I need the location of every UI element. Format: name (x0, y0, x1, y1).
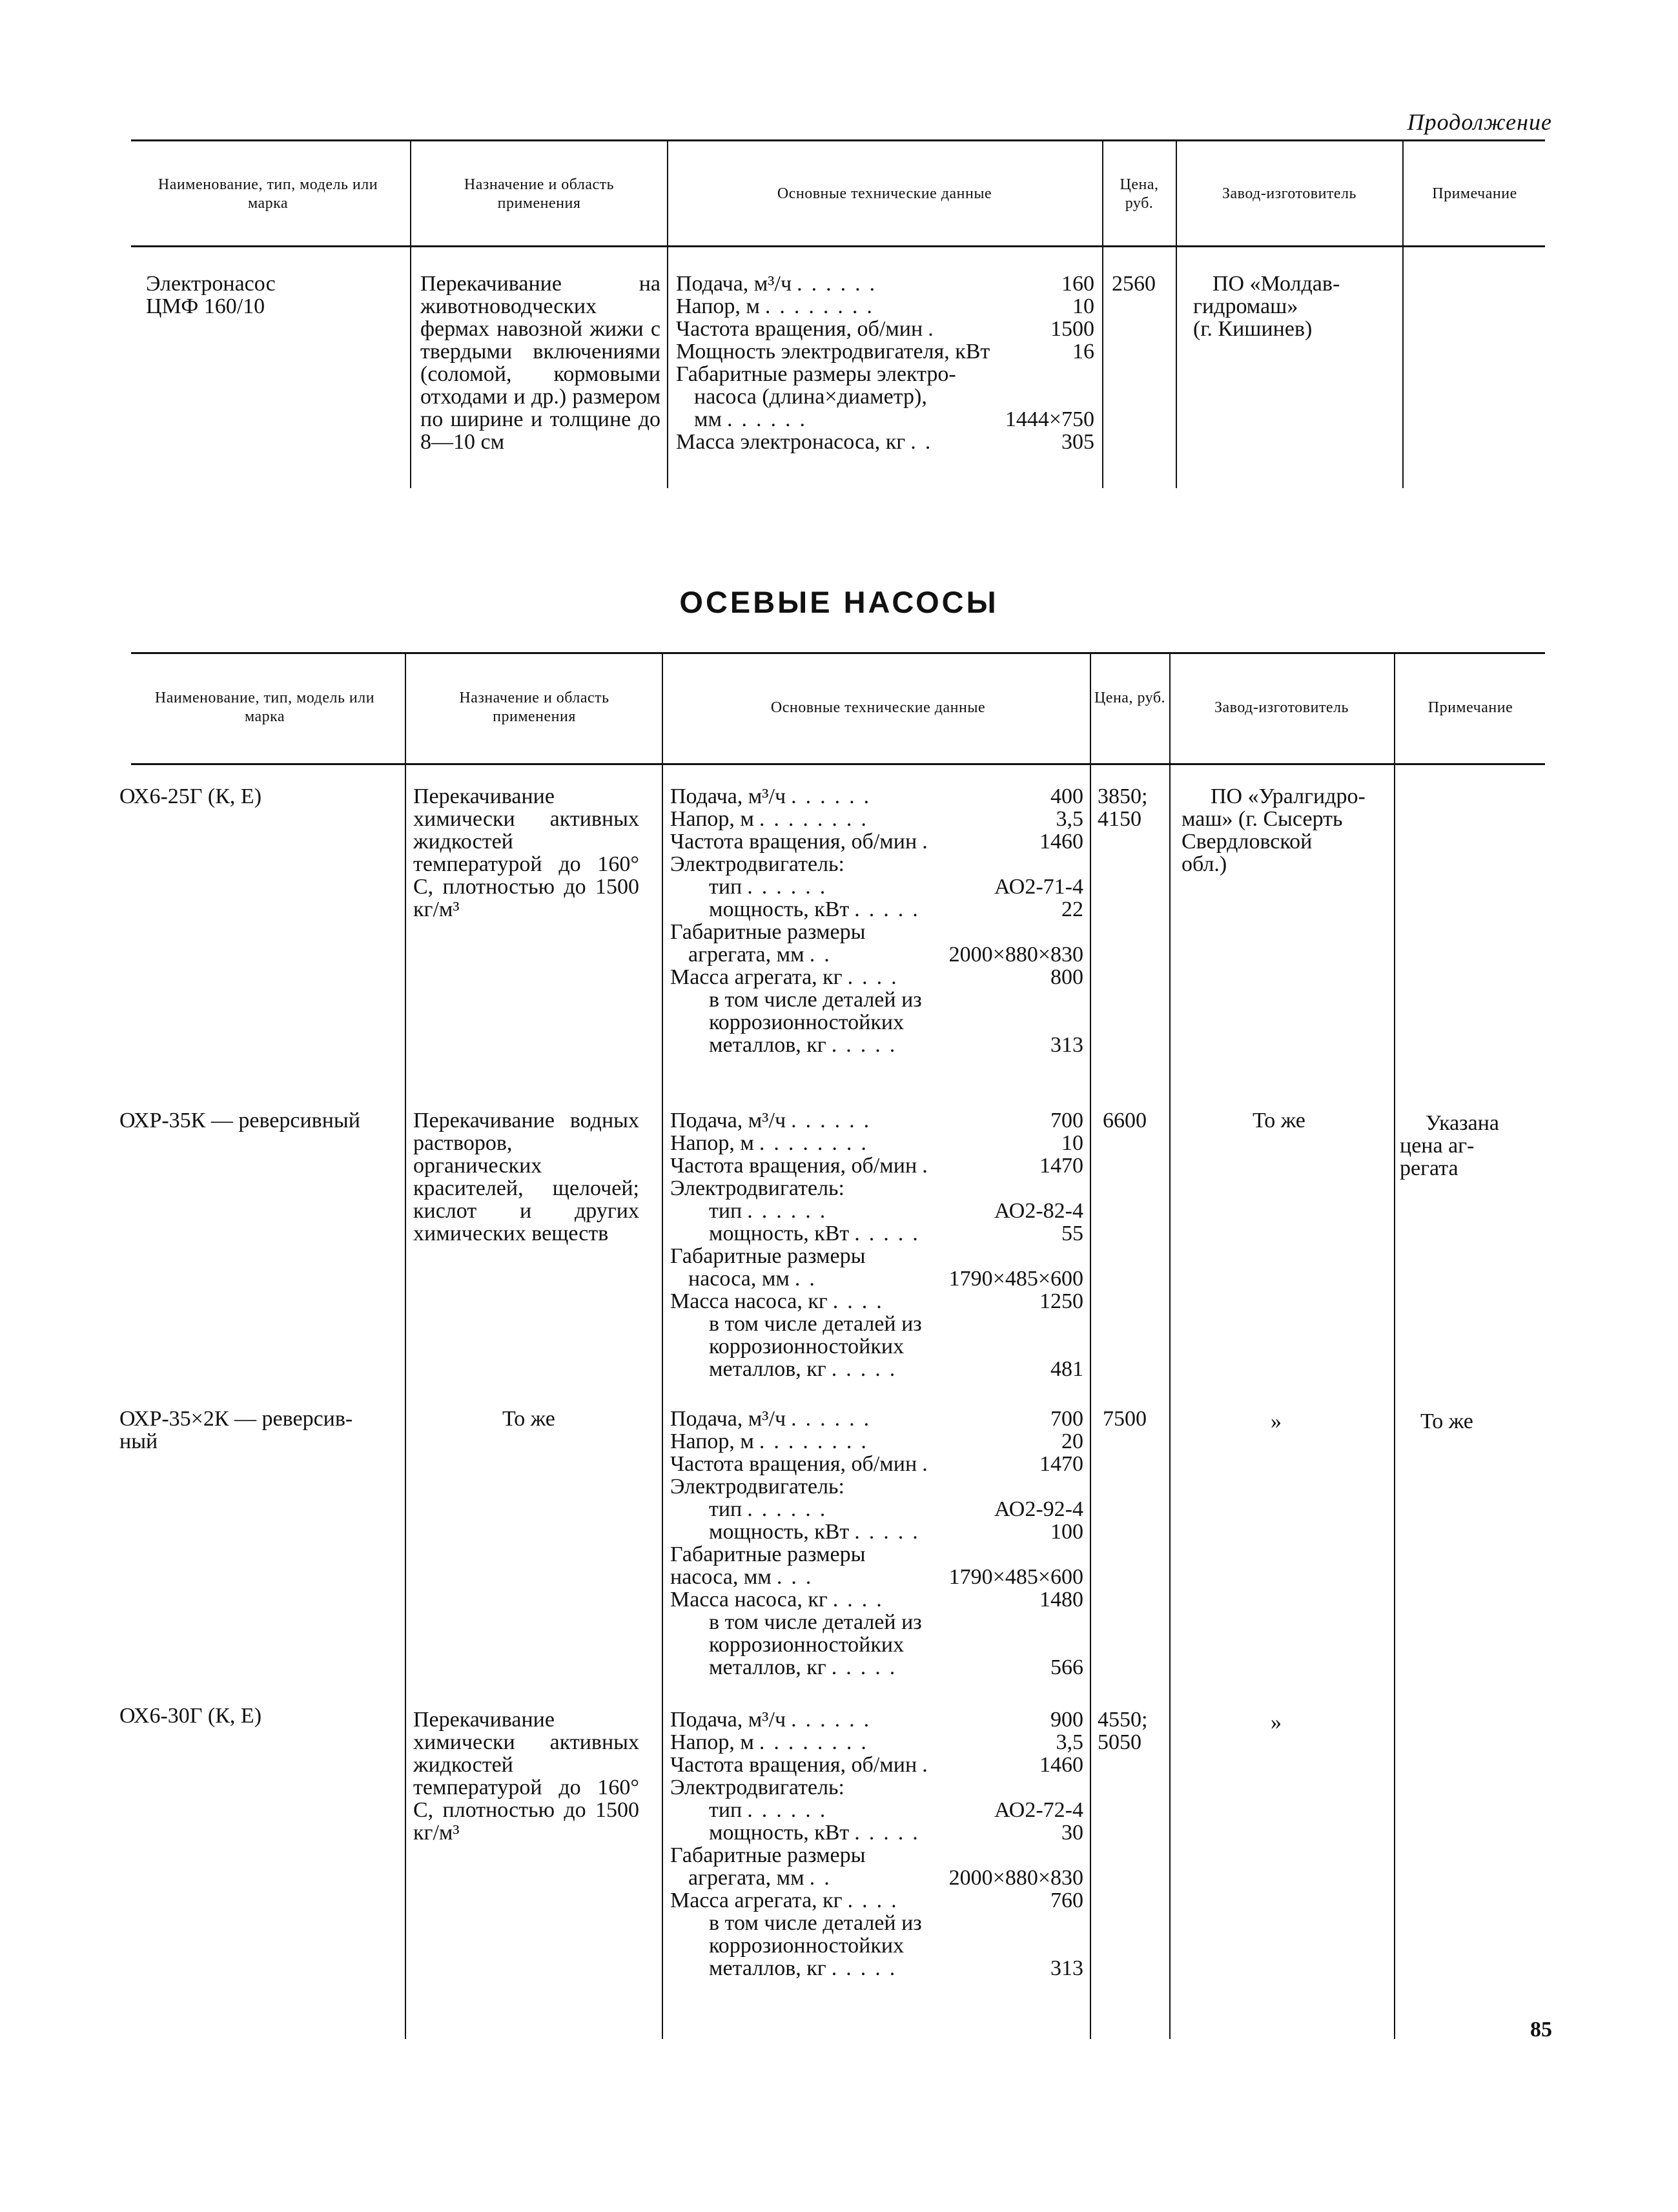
row-tech (670, 1109, 1083, 1380)
tech-line: Напор, м ........ 20 (670, 1429, 1083, 1453)
row-purpose: Перекачивание водных растворов, органических красителей, щелочей; кислот и других химических веществ (413, 1109, 639, 1245)
tech-line: коррозионностойких (709, 1934, 905, 1958)
table-rule-top (131, 652, 1545, 654)
note-line: цена аг- (1400, 1134, 1475, 1158)
tech-line: Частота вращения, об/мин . 1460 (670, 1753, 1083, 1777)
row-price: 6600 (1103, 1109, 1147, 1132)
tech-line: тип ...... АО2-72-4 (709, 1798, 1083, 1822)
row-name: ОХ6-25Г (К, Е) (119, 784, 262, 808)
tech-line: в том числе деталей из (709, 988, 922, 1012)
top-table-rule-top (131, 139, 1545, 141)
maker-line: ПО «Молдав- (1212, 272, 1340, 296)
maker-line: обл.) (1182, 852, 1227, 876)
top-table-vline (667, 139, 668, 488)
table-vline (1394, 652, 1395, 2039)
maker-line: маш» (г. Сысерть (1182, 807, 1343, 831)
header-price: Цена, руб. (1094, 690, 1166, 706)
top-row-maker (1193, 272, 1340, 340)
tech-line: коррозионностойких (709, 1010, 905, 1034)
header-purpose: Назначение и область применения (459, 690, 609, 725)
table-vline (405, 652, 406, 2039)
tech-line: Электродвигатель: (670, 1776, 844, 1799)
table-vline (1169, 652, 1171, 2039)
name-line: Электронасос (146, 272, 276, 296)
tech-line: Габаритные размеры электро- (676, 362, 956, 386)
tech-line: Частота вращения, об/мин . 1460 (670, 830, 1083, 854)
tech-line: в том числе деталей из (709, 1312, 922, 1336)
header-price: Цена, руб. (1120, 176, 1159, 212)
tech-line: агрегата, мм .. 2000×880×830 (688, 943, 1083, 967)
tech-line: металлов, кг ..... 566 (709, 1655, 1083, 1679)
tech-line: насоса, мм .. 1790×485×600 (688, 1267, 1083, 1291)
row-purpose: Перекачивание химически активных жидкостей температурой до 160° С, плотностью до 1500 кг/м³ (413, 784, 639, 921)
row-price (1098, 785, 1147, 830)
tech-line: Частота вращения, об/мин . 1500 (676, 317, 1094, 341)
tech-line: мощность, кВт ..... 30 (709, 1821, 1083, 1845)
tech-line: металлов, кг ..... 313 (709, 1033, 1083, 1057)
tech-line: металлов, кг ..... 481 (709, 1357, 1083, 1381)
top-row-tech (676, 272, 1094, 453)
tech-line: Подача, м³/ч ...... 400 (670, 784, 1083, 808)
tech-line: Масса электронасоса, кг .. 305 (676, 430, 1094, 454)
tech-line: Масса агрегата, кг .... 760 (670, 1889, 1083, 1912)
table-vline (662, 652, 663, 2039)
row-maker: » (1271, 1710, 1282, 1734)
row-purpose: Перекачивание химически активных жидкостей температурой до 160° С, плотностью до 1500 кг/м³ (413, 1708, 639, 1845)
tech-line: Подача, м³/ч ...... 700 (670, 1407, 1083, 1431)
row-note (1400, 1112, 1499, 1180)
header-tech: Основные технические данные (770, 699, 986, 716)
tech-line: Габаритные размеры (670, 920, 866, 944)
tech-line: Мощность электродвигателя, кВт 16 (676, 340, 1094, 364)
tech-line: Масса насоса, кг .... 1250 (670, 1289, 1083, 1313)
tech-line: Напор, м ........ 3,5 (670, 1730, 1083, 1754)
tech-line: металлов, кг ..... 313 (709, 1956, 1083, 1980)
tech-line: Электродвигатель: (670, 1176, 844, 1200)
row-tech (670, 1408, 1083, 1679)
tech-line: Частота вращения, об/мин . 1470 (670, 1452, 1083, 1476)
row-tech (670, 785, 1083, 1056)
tech-line: тип ...... АО2-71-4 (709, 875, 1083, 899)
tech-line: насоса (длина×диаметр), (694, 385, 927, 409)
tech-line: мощность, кВт ..... 22 (709, 897, 1083, 921)
header-note: Примечание (1427, 699, 1513, 716)
header-note: Примечание (1432, 185, 1517, 202)
name-line: ный (119, 1429, 158, 1453)
note-line: Указана (1426, 1111, 1499, 1135)
tech-line: мм ...... 1444×750 (694, 407, 1094, 431)
header-maker: Завод-изготовитель (1214, 699, 1349, 716)
tech-line: тип ...... АО2-92-4 (709, 1497, 1083, 1521)
tech-line: Габаритные размеры (670, 1542, 866, 1566)
tech-line: в том числе деталей из (709, 1911, 922, 1935)
tech-line: Напор, м ........ 10 (676, 294, 1094, 318)
tech-line: Напор, м ........ 3,5 (670, 807, 1083, 831)
maker-line: гидромаш» (1193, 294, 1298, 318)
maker-line: (г. Кишинев) (1193, 317, 1313, 341)
top-row-name (146, 272, 276, 318)
tech-line: насоса, мм ... 1790×485×600 (670, 1565, 1083, 1589)
header-maker: Завод-изготовитель (1222, 185, 1357, 202)
tech-line: Габаритные размеры (670, 1244, 866, 1268)
row-maker: То же (1253, 1109, 1305, 1132)
header-purpose: Назначение и область применения (464, 176, 615, 212)
tech-line: мощность, кВт ..... 55 (709, 1222, 1083, 1245)
row-price: 7500 (1103, 1407, 1147, 1431)
table-rule-mid (131, 763, 1545, 765)
row-purpose: То же (502, 1407, 555, 1431)
maker-line: Свердловской (1182, 830, 1313, 854)
header-name: Наименование, тип, модель или марка (158, 176, 378, 212)
note-line: регата (1400, 1156, 1458, 1180)
tech-line: агрегата, мм .. 2000×880×830 (688, 1866, 1083, 1890)
row-name: ОХР-35К — реверсивный (119, 1109, 360, 1132)
tech-line: Подача, м³/ч ...... 700 (670, 1109, 1083, 1132)
price-line: 3850; (1098, 784, 1148, 808)
row-name (119, 1408, 353, 1453)
top-table-vline (410, 139, 411, 488)
tech-line: в том числе деталей из (709, 1610, 922, 1634)
row-note: То же (1420, 1409, 1473, 1433)
price-line: 5050 (1098, 1730, 1141, 1754)
row-name: ОХ6-30Г (К, Е) (119, 1704, 262, 1728)
tech-line: тип ...... АО2-82-4 (709, 1199, 1083, 1223)
tech-line: Напор, м ........ 10 (670, 1131, 1083, 1155)
top-table-vline (1402, 139, 1404, 488)
page-number: 85 (1530, 2018, 1552, 2042)
top-row-price: 2560 (1112, 272, 1156, 296)
row-tech (670, 1708, 1083, 1980)
section-title: ОСЕВЫЕ НАСОСЫ (679, 585, 999, 619)
tech-line: коррозионностойких (709, 1633, 905, 1657)
row-maker (1182, 785, 1366, 876)
name-line: ОХР-35×2К — реверсив- (119, 1407, 353, 1431)
top-table-vline (1102, 139, 1103, 488)
tech-line: Габаритные размеры (670, 1843, 866, 1867)
table-vline (1090, 652, 1091, 2039)
row-maker: » (1271, 1409, 1282, 1433)
header-tech: Основные технические данные (777, 185, 992, 202)
header-name: Наименование, тип, модель или марка (154, 690, 375, 725)
tech-line: Электродвигатель: (670, 1475, 844, 1499)
continued-label: Продолжение (1407, 109, 1552, 135)
name-line: ЦМФ 160/10 (146, 294, 265, 318)
tech-line: Электродвигатель: (670, 852, 844, 876)
maker-line: ПО «Уралгидро- (1211, 784, 1366, 808)
tech-line: Масса насоса, кг .... 1480 (670, 1588, 1083, 1612)
top-table-rule-mid (131, 245, 1545, 247)
top-table-vline (1176, 139, 1177, 488)
tech-line: Масса агрегата, кг .... 800 (670, 965, 1083, 989)
price-line: 4150 (1098, 807, 1141, 831)
tech-line: Подача, м³/ч ...... 160 (676, 272, 1094, 296)
tech-line: коррозионностойких (709, 1335, 905, 1358)
tech-line: Частота вращения, об/мин . 1470 (670, 1154, 1083, 1178)
row-price (1098, 1708, 1147, 1754)
price-line: 4550; (1098, 1708, 1148, 1732)
tech-line: Подача, м³/ч ...... 900 (670, 1708, 1083, 1732)
top-row-purpose: Перекачивание на животноводческих фермах навозной жижи с твердыми включениями (соломой, кормовыми отходами и др.) размером по ширине и толщине до 8—10 см (420, 272, 660, 454)
tech-line: мощность, кВт ..... 100 (709, 1520, 1083, 1544)
